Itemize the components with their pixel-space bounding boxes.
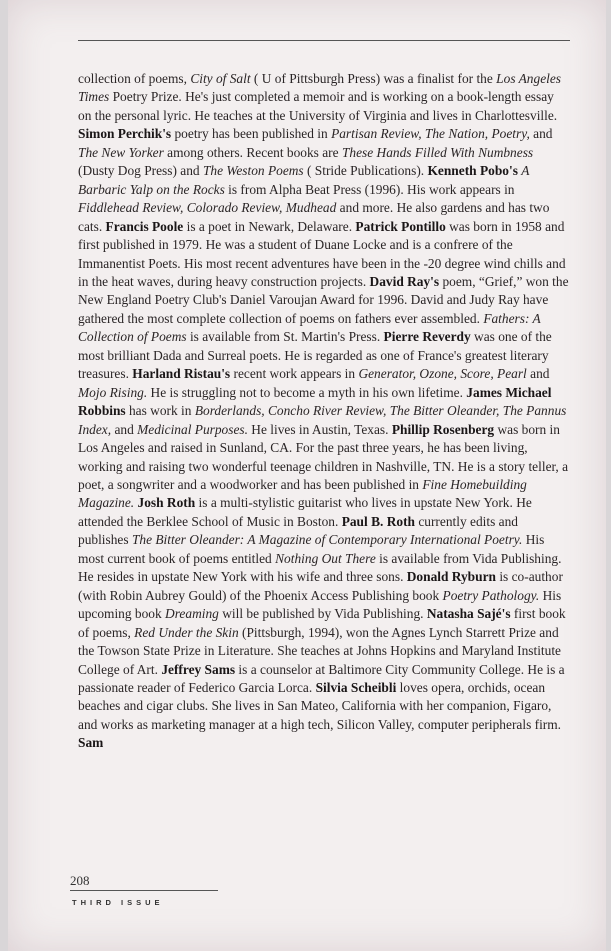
bio-text-run: and [526, 366, 550, 382]
publication-title: A Barbaric Yalp on the Rocks [78, 163, 530, 197]
publication-title: These Hands Filled With Numbness [341, 144, 534, 160]
magazine-page [8, 0, 606, 951]
publication-title: The Weston Poems [202, 163, 304, 179]
bio-text-run: is from Alpha Beat Press (1996). His work appears in [224, 181, 515, 197]
publication-title: Borderlands, Concho River Review, The Bitter Oleander, The Pannus Index, [78, 403, 567, 437]
bio-text-run: first book of poems, [78, 606, 566, 640]
bio-text-run: ( U of Pittsburgh Press) was a finalist for the [250, 71, 497, 86]
bio-text-run: and more. He also gardens and has two cats. [78, 200, 550, 234]
page-number: 208 [70, 873, 90, 888]
bio-text-run: (Pittsburgh, 1994), won the Agnes Lynch Starrett Prize and the Towson State Prize in Literature. She teaches at Johns Hopkins and Maryland Institute College of Art. [78, 624, 562, 677]
publication-title: Red Under the Skin [134, 624, 239, 640]
contributor-name: Donald Ryburn [406, 569, 496, 585]
publication-title: Dreaming [165, 606, 219, 622]
contributor-notes-text [78, 70, 570, 753]
contributor-name: Harland Ristau's [132, 366, 231, 382]
bio-text-run: recent work appears in [230, 366, 359, 382]
publication-title: The Bitter Oleander: A Magazine of Contemporary International Poetry. [131, 532, 523, 548]
contributor-name: Josh Roth [137, 495, 196, 511]
issue-label: THIRD ISSUE [72, 898, 164, 907]
bio-text-run: is a counselor at Baltimore City Community College. He is a passionate reader of Federico Garcia Lorca. [78, 661, 565, 695]
publication-title: Nothing Out There [275, 550, 376, 566]
contributor-name: Patrick Pontillo [355, 218, 446, 234]
bio-text-run: (Dusty Dog Press) and [78, 163, 203, 179]
bio-text-run: He lives in Austin, Texas. [247, 421, 392, 437]
contributor-name: Francis Poole [105, 218, 184, 234]
contributor-name: Jeffrey Sams [161, 661, 236, 677]
contributor-name: Kenneth Pobo's [427, 163, 518, 179]
publication-title: Medicinal Purposes. [137, 421, 248, 437]
bio-text-run: is available from St. Martin's Press. [186, 329, 384, 345]
contributor-name: James Michael Robbins [78, 384, 552, 419]
bio-text-run: is available from Vida Publishing. He resides in upstate New York with his wife and three sons. [78, 550, 562, 585]
footer-rule [70, 890, 218, 891]
bio-text-run: loves opera, orchids, ocean beaches and cigar clubs. She lives in San Mateo, California with her companion, Figaro, and works as marketing manager at a high tech, Silicon Valley, computer peripherals firm. [78, 679, 562, 732]
bio-text-run: poem, “Grief,” won the New England Poetry Club's Daniel Varoujan Award for 1996. David and Judy Ray have gathered the most complete collection of poems on fathers ever assembled. [78, 273, 569, 326]
bio-text-run: collection of poems, [78, 71, 191, 86]
bio-text-run: is co-author (with Robin Aubrey Gould) of the Phoenix Access Publishing book [78, 569, 563, 603]
contributor-name: Simon Perchik's [78, 126, 172, 142]
publication-title: Partisan Review, The Nation, Poetry, [331, 126, 530, 142]
bio-text-run: and [529, 126, 553, 142]
bio-text-run: is a multi-stylistic guitarist who lives in upstate New York. He attended the Berklee School of Music in Boston. [78, 495, 532, 529]
bio-text-run: will be published by Vida Publishing. [218, 606, 427, 622]
publication-title: Fiddlehead Review, Colorado Review, Mudhead [78, 200, 337, 216]
contributor-name: Phillip Rosenberg [391, 421, 495, 437]
bio-text-run: is a poet in Newark, Delaware. [183, 218, 356, 234]
bio-text-run: He is struggling not to become a myth in his own lifetime. [147, 384, 467, 400]
publication-title: Fine Homebuilding Magazine. [78, 476, 527, 511]
contributor-name: Sam [78, 735, 104, 751]
contributor-name: Silvia Scheibli [315, 679, 397, 695]
publication-title: Generator, Ozone, Score, Pearl [358, 366, 527, 382]
publication-title: City of Salt [190, 71, 251, 86]
bio-text-run: was born in 1958 and first published in 1979. He was a student of Duane Locke and is a confrere of the Immanentist Poets. His most recent adventures have been in the -20 degree wind chills and in the heat waves, during heavy construction projects. [78, 218, 566, 289]
bio-text-run: was one of the most brilliant Dada and Surreal poets. He is regarded as one of France's greatest literary treasures. [78, 329, 552, 382]
publication-title: The New Yorker [78, 144, 164, 160]
publication-title: Los Angeles Times [78, 71, 562, 105]
bio-text-run: has work in [125, 403, 195, 419]
bio-text-run: His most current book of poems entitled [78, 532, 545, 566]
bio-text-run: poetry has been published in [171, 126, 332, 142]
top-rule [78, 40, 570, 41]
publication-title: Poetry Pathology. [442, 587, 540, 603]
bio-text-run: currently edits and publishes [78, 513, 518, 548]
contributor-name: Pierre Reverdy [383, 329, 471, 345]
contributor-name: Paul B. Roth [341, 513, 415, 529]
contributor-name: Natasha Sajé's [426, 606, 511, 622]
bio-text-run: among others. Recent books are [163, 144, 342, 160]
bio-text-run: His upcoming book [78, 587, 562, 622]
contributor-name: David Ray's [369, 273, 440, 289]
bio-text-run: was born in Los Angeles and raised in Sunland, CA. For the past three years, he has been living, working and raising two wonderful teenage children in Nashville, TN. He is a story teller, a poet, a songwriter and a woodworker and has been published in [78, 421, 569, 492]
publication-title: Mojo Rising. [78, 384, 148, 400]
bio-text-run: ( Stride Publications). [303, 163, 428, 179]
publication-title: Fathers: A Collection of Poems [78, 310, 541, 345]
bio-text-run: Poetry Prize. He's just completed a memoir and is working on a book-length essay on the personal lyric. He teaches at the University of Virginia and lives in Charlottesville. [78, 89, 558, 123]
bio-text-run: and [111, 421, 138, 437]
